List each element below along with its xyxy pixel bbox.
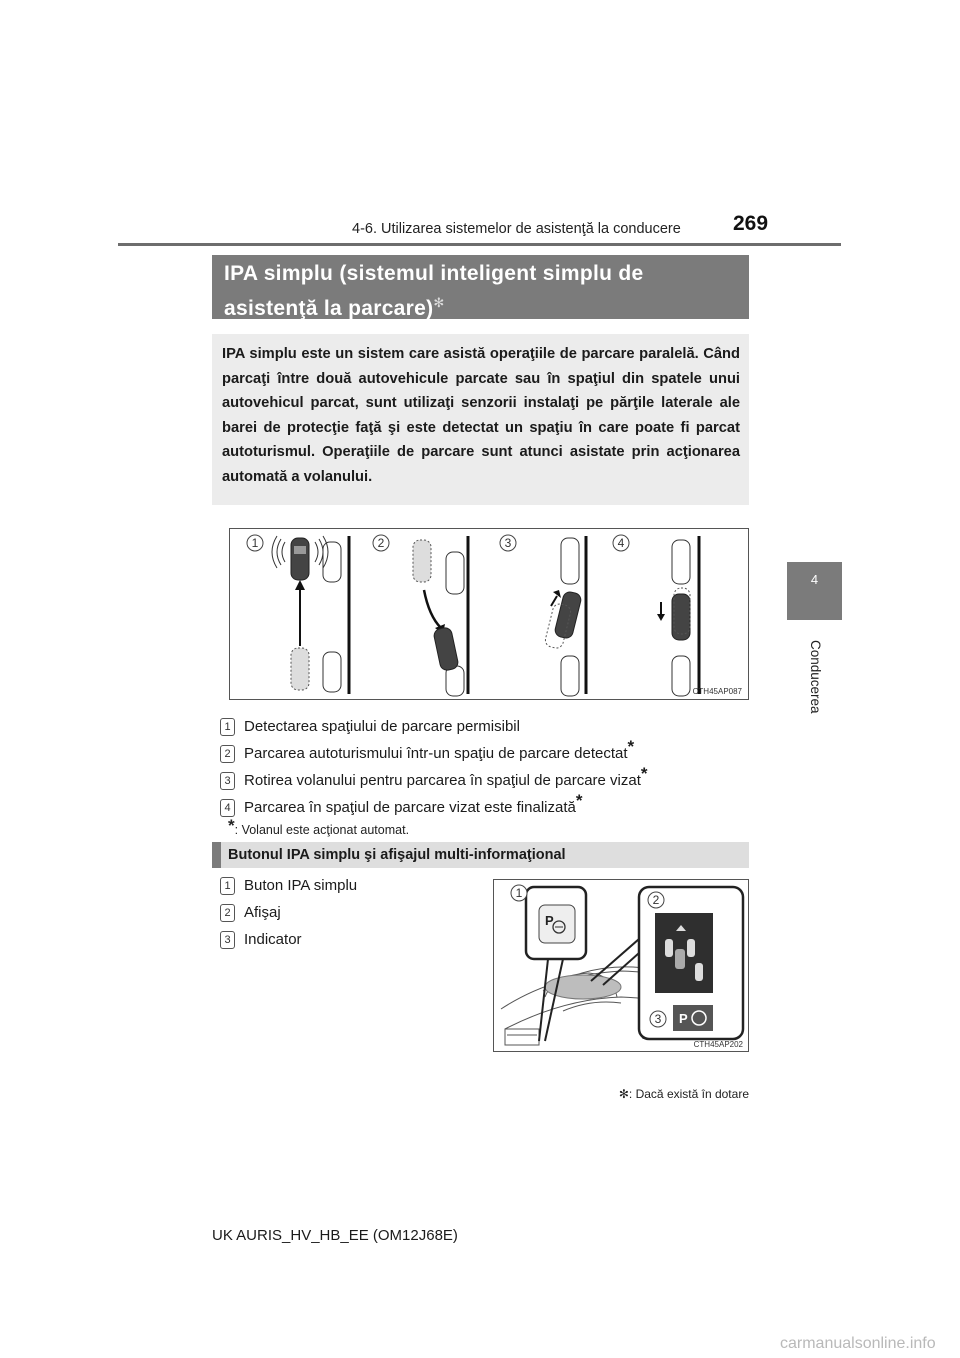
footnote: [228, 816, 409, 837]
chapter-tab: [787, 562, 842, 620]
step-circle-1: 1: [251, 536, 259, 550]
step-star: *: [575, 791, 583, 810]
part-number-badge: 3: [220, 931, 235, 949]
step-number-badge: 3: [220, 772, 235, 790]
figure-code: CTH45AP202: [693, 1040, 743, 1049]
watermark: carmanualsonline.info: [780, 1335, 936, 1352]
subsection-title: Butonul IPA simplu şi afişajul multi-informaţional: [228, 847, 566, 863]
header-rule: [118, 243, 841, 246]
indicator-letter: P: [679, 1011, 688, 1026]
heading-line-2: asistenţă la parcare): [224, 297, 434, 320]
step-number-badge: 2: [220, 745, 235, 763]
availability-note: [589, 1087, 749, 1101]
step-item-2: [220, 737, 634, 763]
step-text: Detectarea spaţiului de parcare permisibil: [244, 718, 520, 735]
intro-text: IPA simplu este un sistem care asistă operaţiile de parcare paralelă. Când parcaţi între două autovehicule parcate sau în spaţiul din spatele unui autovehicul parcat, sunt utilizaţi senzorii instalaţi pe părţile laterale ale barei de protecţie faţă şi este detectat un spaţiu în care poate fi parcat autoturismul. Operaţiile de parcare sunt atunci asistate prin acţionarea automată a volanului.: [222, 346, 740, 485]
part-item-3: [220, 931, 302, 949]
asterisk-mark: ✻: [618, 1087, 629, 1101]
callout-2: 2: [652, 893, 660, 907]
model-code: UK AURIS_HV_HB_EE (OM12J68E): [212, 1227, 458, 1244]
chapter-label: Conducerea: [808, 640, 823, 714]
part-item-2: [220, 904, 281, 922]
asterisk-mark: ✻: [433, 295, 445, 310]
step-item-3: [220, 764, 648, 790]
page-heading: [224, 259, 744, 323]
part-item-1: [220, 877, 357, 895]
step-circle-3: 3: [504, 536, 512, 550]
step-circle-4: 4: [617, 536, 625, 550]
figure-code: CTH45AP087: [692, 687, 742, 696]
step-number-badge: 1: [220, 718, 235, 736]
part-text: Buton IPA simplu: [244, 877, 358, 894]
step-star: *: [640, 764, 648, 783]
section-title: 4-6. Utilizarea sistemelor de asistenţă la conducere: [352, 221, 681, 237]
heading-line-1: IPA simplu (sistemul inteligent simplu de: [224, 262, 644, 285]
chapter-number: 4: [810, 572, 819, 587]
step-number-badge: 4: [220, 799, 235, 817]
parking-sequence-figure: [229, 528, 749, 700]
part-text: Afişaj: [244, 904, 281, 921]
step-circle-2: 2: [377, 536, 385, 550]
page-number: 269: [733, 212, 769, 235]
step-star: *: [627, 737, 635, 756]
part-number-badge: 1: [220, 877, 235, 895]
step-item-1: [220, 710, 520, 736]
part-number-badge: 2: [220, 904, 235, 922]
dashboard-figure: [493, 879, 749, 1052]
callout-1: 1: [515, 886, 523, 900]
footnote-mark: *: [228, 816, 235, 835]
step-text: Rotirea volanului pentru parcarea în spaţiul de parcare vizat: [244, 772, 641, 789]
step-text: Parcarea în spaţiul de parcare vizat este finalizată: [244, 799, 576, 816]
callout-3: 3: [654, 1012, 662, 1026]
ipa-button-letter: P: [545, 913, 554, 928]
availability-text: : Dacă există în dotare: [628, 1087, 749, 1101]
part-text: Indicator: [244, 931, 302, 948]
step-text: Parcarea autoturismului într-un spaţiu de parcare detectat: [244, 745, 628, 762]
footnote-text: : Volanul este acţionat automat.: [234, 823, 410, 837]
step-item-4: [220, 791, 582, 817]
